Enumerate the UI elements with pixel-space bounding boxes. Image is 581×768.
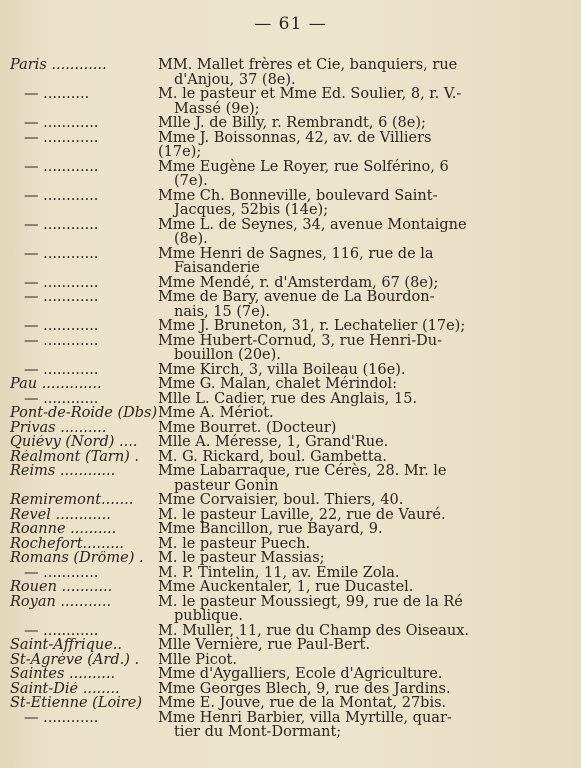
entry-place: Saintes .......... [10, 667, 116, 682]
entry-line: M. P. Tintelin, 11, av. Emile Zola. [158, 564, 400, 581]
entry-line: Mme A. Mériot. [158, 405, 274, 421]
directory-entry [0, 160, 581, 189]
directory-list [0, 58, 581, 740]
entry-text [158, 290, 476, 319]
entry-line: Mme J. Boissonnas, 42, av. de Villiers (17e); [158, 129, 432, 160]
entry-line: Mlle J. de Billy, r. Rembrandt, 6 (8e); [158, 115, 426, 131]
entry-text [158, 522, 476, 537]
directory-entry [0, 682, 581, 697]
entry-place: — ............ [24, 217, 99, 232]
entry-text [158, 595, 476, 624]
entry-text [158, 508, 476, 523]
directory-entry [0, 290, 581, 319]
page-number: — 61 — [254, 14, 327, 34]
directory-entry [0, 667, 581, 682]
entry-line: nais, 15 (7e). [174, 303, 271, 320]
entry-place: Saint-Affrique.. [10, 638, 123, 653]
entry-text [158, 711, 476, 740]
entry-line: Mlle Vernière, rue Paul-Bert. [158, 637, 370, 653]
directory-entry [0, 522, 581, 537]
directory-entry [0, 218, 581, 247]
directory-entry [0, 406, 581, 421]
entry-place: — ............ [24, 565, 99, 580]
directory-entry [0, 377, 581, 392]
entry-line: M. le pasteur Puech. [158, 535, 311, 552]
entry-line: Jacques, 52bis (14e); [174, 202, 329, 218]
entry-line: tier du Mont-Dormant; [174, 724, 342, 740]
directory-entry [0, 508, 581, 523]
entry-line: Mme Eugène Le Royer, rue Solférino, 6 [158, 158, 449, 175]
entry-text [158, 638, 476, 653]
directory-entry [0, 624, 581, 639]
entry-text [158, 464, 476, 493]
entry-text [158, 160, 476, 189]
entry-place: — ............ [24, 275, 99, 290]
entry-line: Mme Henri de Sagnes, 116, rue de la [158, 245, 434, 262]
directory-entry [0, 595, 581, 624]
entry-line: Mme Bourret. (Docteur) [158, 419, 337, 436]
directory-entry [0, 580, 581, 595]
entry-place: — ............ [24, 623, 99, 638]
entry-text [158, 493, 476, 508]
entry-line: Mme Kirch, 3, villa Boileau (16e). [158, 361, 406, 378]
directory-entry [0, 87, 581, 116]
entry-place: Pont-de-Roide (Dbs) [10, 406, 158, 421]
entry-text [158, 319, 476, 334]
entry-line: Mme Hubert-Cornud, 3, rue Henri-Du- [158, 332, 443, 349]
entry-place: — ............ [24, 290, 99, 305]
directory-entry [0, 537, 581, 552]
directory-entry [0, 464, 581, 493]
entry-place: Reims ............ [10, 464, 116, 479]
entry-text [158, 131, 476, 160]
entry-place: St-Etienne (Loire) [10, 696, 142, 711]
entry-line: Mme Labarraque, rue Cérès, 28. Mr. le [158, 463, 447, 479]
entry-text [158, 218, 476, 247]
directory-entry [0, 421, 581, 436]
directory-entry [0, 319, 581, 334]
entry-text [158, 537, 476, 552]
directory-entry [0, 566, 581, 581]
entry-place: Revel ............ [10, 507, 111, 522]
directory-entry [0, 435, 581, 450]
entry-text [158, 551, 476, 566]
entry-line: Mme d'Aygalliers, Ecole d'Agriculture. [158, 666, 443, 682]
entry-text [158, 116, 476, 131]
entry-text [158, 667, 476, 682]
entry-line: M. G. Rickard, boul. Gambetta. [158, 448, 387, 465]
entry-text [158, 58, 476, 87]
entry-line: Massé (9e); [174, 100, 260, 117]
entry-line: pasteur Gonin [174, 477, 279, 494]
entry-line: bouillon (20e). [174, 347, 281, 363]
entry-place: Rouen ........... [10, 580, 113, 595]
entry-line: M. le pasteur Massias; [158, 550, 325, 566]
entry-place: — ............ [24, 188, 99, 203]
entry-line: d'Anjou, 37 (8e). [174, 71, 296, 88]
directory-entry [0, 247, 581, 276]
directory-entry [0, 58, 581, 87]
directory-entry [0, 334, 581, 363]
entry-line: Mme L. de Seynes, 34, avenue Montaigne [158, 216, 467, 233]
entry-line: Mme Corvaisier, boul. Thiers, 40. [158, 492, 404, 508]
directory-entry [0, 638, 581, 653]
entry-line: publique. [174, 608, 243, 624]
entry-text [158, 696, 476, 711]
directory-entry [0, 711, 581, 740]
entry-place: Rochefort......... [10, 536, 125, 551]
entry-line: Mme Ch. Bonneville, boulevard Saint- [158, 187, 438, 204]
directory-entry [0, 116, 581, 131]
entry-place: Réalmont (Tarn) . [10, 449, 140, 464]
entry-text [158, 624, 476, 639]
entry-text [158, 450, 476, 465]
entry-text [158, 392, 476, 407]
entry-line: (7e). [174, 173, 208, 189]
directory-entry [0, 131, 581, 160]
entry-place: Romans (Drôme) . [10, 551, 144, 566]
entry-line: M. le pasteur Laville, 22, rue de Vauré. [158, 506, 446, 523]
entry-line: MM. Mallet frères et Cie, banquiers, rue [158, 57, 458, 73]
entry-place: Saint-Dié ........ [10, 681, 120, 696]
entry-place: Paris ............ [10, 58, 107, 73]
entry-line: Mme Georges Blech, 9, rue des Jardins. [158, 680, 451, 697]
entry-place: — ............ [24, 130, 99, 145]
directory-entry [0, 276, 581, 291]
entry-text [158, 276, 476, 291]
entry-text [158, 247, 476, 276]
entry-text [158, 580, 476, 595]
entry-line: Mme Bancillon, rue Bayard, 9. [158, 521, 383, 537]
entry-place: — ............ [24, 159, 99, 174]
entry-place: — ............ [24, 391, 99, 406]
entry-text [158, 566, 476, 581]
directory-entry [0, 450, 581, 465]
entry-line: Faisanderie [174, 260, 260, 276]
entry-place: — ............ [24, 246, 99, 261]
entry-text [158, 682, 476, 697]
entry-text [158, 435, 476, 450]
entry-line: Mlle A. Méresse, 1, Grand'Rue. [158, 434, 389, 450]
entry-place: Roanne .......... [10, 522, 117, 537]
entry-place: Quiévy (Nord) .... [10, 435, 138, 450]
entry-line: M. le pasteur et Mme Ed. Soulier, 8, r. V.- [158, 86, 462, 102]
entry-line: Mme Mendé, r. d'Amsterdam, 67 (8e); [158, 274, 439, 291]
entry-place: Privas .......... [10, 420, 107, 435]
entry-place: Remiremont....... [10, 493, 134, 508]
entry-place: Pau ............. [10, 377, 102, 392]
directory-entry [0, 363, 581, 378]
entry-place: — ............ [24, 710, 99, 725]
entry-text [158, 363, 476, 378]
entry-place: — .......... [24, 87, 90, 102]
entry-place: St-Agrève (Ard.) . [10, 652, 140, 667]
entry-text [158, 406, 476, 421]
entry-text [158, 421, 476, 436]
entry-line: Mme Auckentaler, 1, rue Ducastel. [158, 579, 414, 595]
entry-line: Mme J. Bruneton, 31, r. Lechatelier (17e); [158, 318, 466, 334]
entry-place: — ............ [24, 333, 99, 348]
directory-entry [0, 653, 581, 668]
entry-place: — ............ [24, 116, 99, 131]
entry-line: M. le pasteur Moussiegt, 99, rue de la Ré [158, 593, 463, 610]
entry-text [158, 87, 476, 116]
entry-text [158, 334, 476, 363]
directory-entry [0, 189, 581, 218]
entry-text [158, 377, 476, 392]
entry-line: Mme G. Malan, chalet Mérindol: [158, 376, 398, 392]
entry-text [158, 189, 476, 218]
entry-place: — ............ [24, 362, 99, 377]
entry-line: Mme Henri Barbier, villa Myrtille, quar- [158, 709, 452, 726]
entry-line: Mlle Picot. [158, 651, 237, 668]
directory-entry [0, 696, 581, 711]
directory-entry [0, 551, 581, 566]
entry-place: Royan ........... [10, 594, 112, 609]
directory-entry [0, 493, 581, 508]
entry-line: Mme E. Jouve, rue de la Montat, 27bis. [158, 695, 447, 711]
entry-line: M. Muller, 11, rue du Champ des Oiseaux. [158, 622, 469, 639]
directory-entry [0, 392, 581, 407]
entry-text [158, 653, 476, 668]
entry-line: Mlle L. Cadier, rue des Anglais, 15. [158, 390, 418, 407]
entry-place: — ............ [24, 319, 99, 334]
entry-line: Mme de Bary, avenue de La Bourdon- [158, 289, 435, 305]
entry-line: (8e). [174, 231, 208, 247]
